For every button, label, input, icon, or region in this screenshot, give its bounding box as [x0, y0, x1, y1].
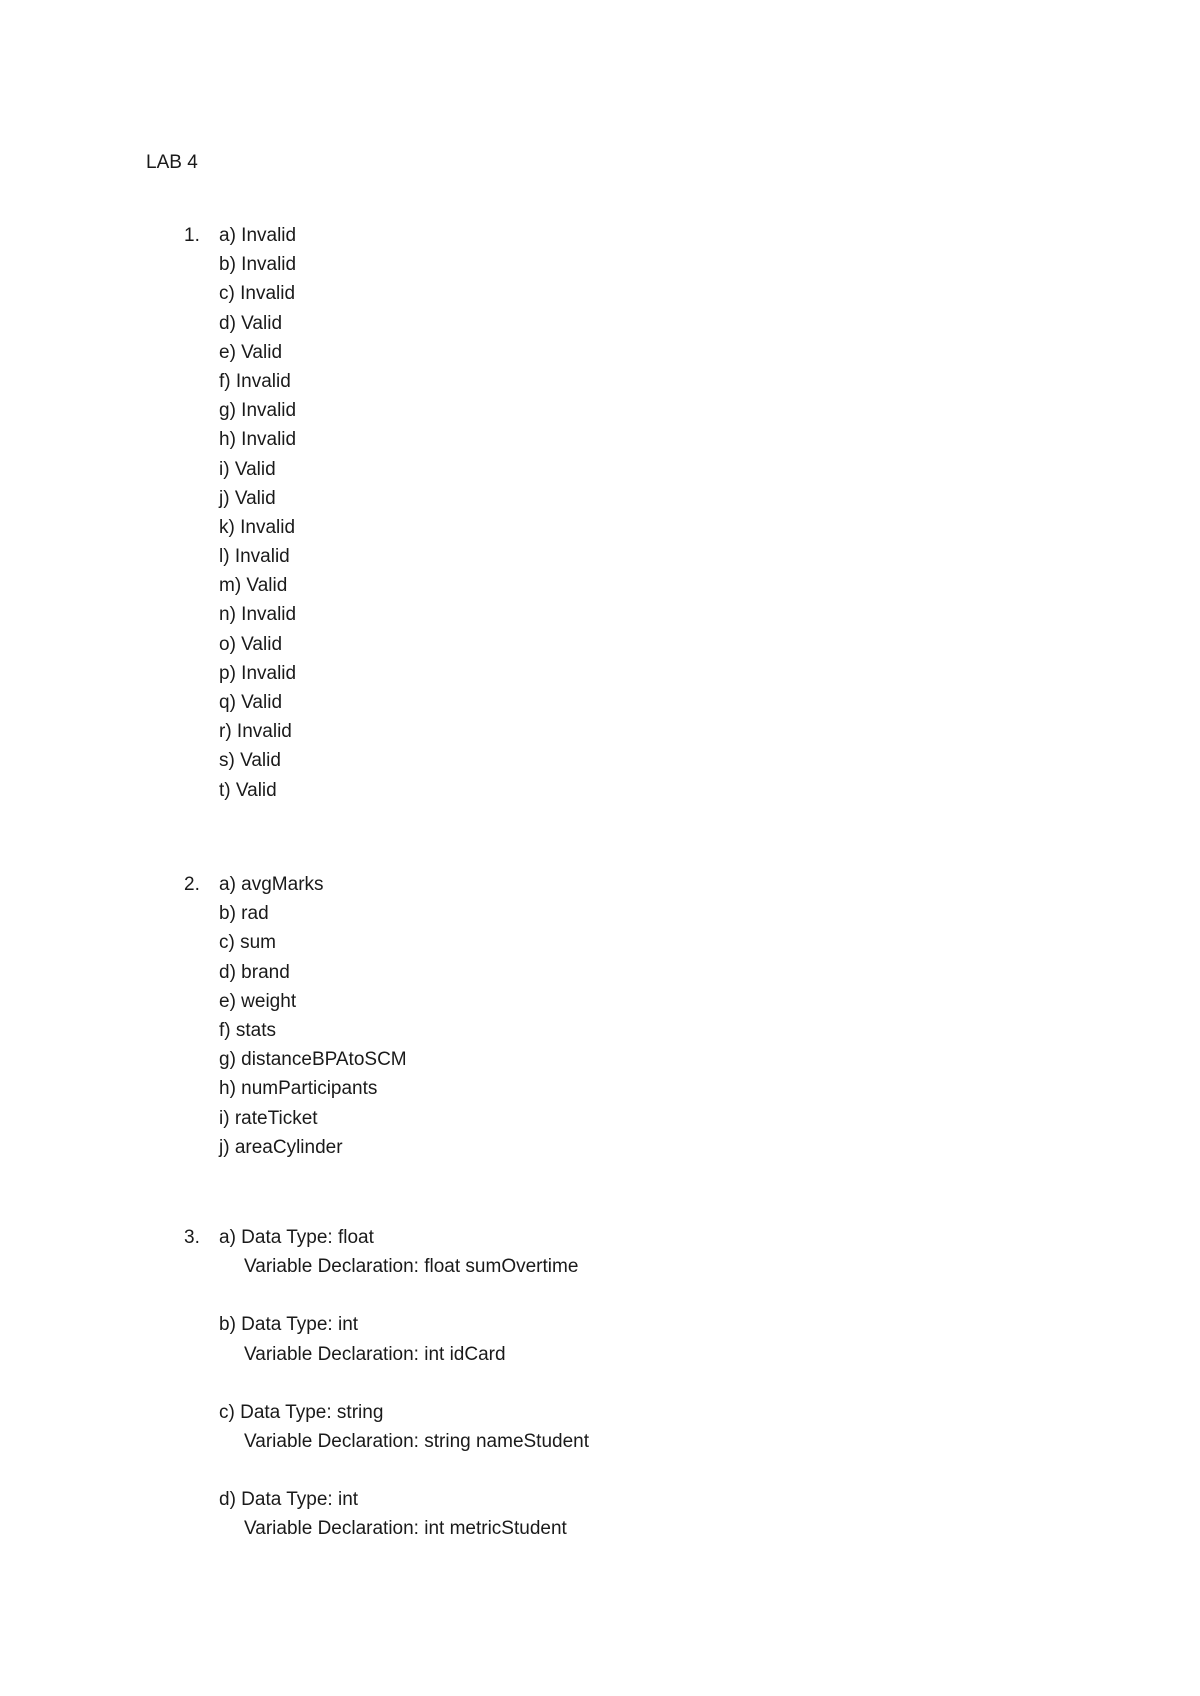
answer-list — [219, 870, 407, 1162]
answer-list — [219, 1223, 589, 1544]
data-type-line: d) Data Type: int — [219, 1489, 359, 1511]
data-type-line: a) Data Type: float — [219, 1227, 374, 1248]
list-item: p) Invalid — [219, 662, 297, 684]
data-type-line: c) Data Type: string — [219, 1401, 384, 1423]
variable-declaration-line: Variable Declaration: int idCard — [244, 1343, 506, 1365]
question-number: 3. — [184, 1227, 200, 1248]
question-number: 1. — [184, 225, 200, 246]
list-item: h) numParticipants — [219, 1078, 378, 1100]
list-item: j) Valid — [219, 487, 276, 509]
list-item: g) Invalid — [219, 400, 297, 422]
list-item: b) Invalid — [219, 254, 297, 276]
answer-list — [219, 221, 296, 805]
list-item: n) Invalid — [219, 604, 297, 626]
list-item: c) sum — [219, 932, 276, 954]
question-number: 2. — [184, 874, 200, 895]
list-item: d) Valid — [219, 312, 283, 334]
variable-declaration-line: Variable Declaration: string nameStudent — [244, 1430, 590, 1452]
list-item: r) Invalid — [219, 721, 292, 743]
list-item: e) weight — [219, 990, 297, 1012]
list-item: a) Invalid — [219, 225, 297, 246]
list-item: t) Valid — [219, 779, 277, 801]
list-item: s) Valid — [219, 750, 281, 772]
list-item: q) Valid — [219, 692, 283, 713]
data-type-line: b) Data Type: int — [219, 1314, 359, 1336]
list-item: b) rad — [219, 903, 269, 925]
page-title: LAB 4 — [146, 152, 198, 173]
list-item: g) distanceBPAtoSCM — [219, 1049, 407, 1071]
list-item: e) Valid — [219, 341, 283, 363]
list-item: d) brand — [219, 961, 290, 983]
spacer — [219, 1369, 589, 1398]
list-item: f) stats — [219, 1019, 277, 1041]
list-item: j) areaCylinder — [219, 1136, 343, 1158]
list-item: i) rateTicket — [219, 1107, 318, 1129]
variable-declaration-line: Variable Declaration: int metricStudent — [244, 1518, 567, 1540]
list-item: i) Valid — [219, 458, 276, 480]
list-item: l) Invalid — [219, 546, 290, 568]
list-item: k) Invalid — [219, 516, 296, 538]
variable-declaration-line: Variable Declaration: float sumOvertime — [244, 1256, 579, 1278]
list-item: o) Valid — [219, 633, 283, 655]
list-item: a) avgMarks — [219, 874, 324, 895]
list-item: h) Invalid — [219, 429, 297, 451]
spacer — [219, 1456, 589, 1485]
spacer — [219, 1281, 589, 1310]
list-item: f) Invalid — [219, 370, 291, 392]
list-item: m) Valid — [219, 575, 288, 597]
list-item: c) Invalid — [219, 283, 296, 305]
